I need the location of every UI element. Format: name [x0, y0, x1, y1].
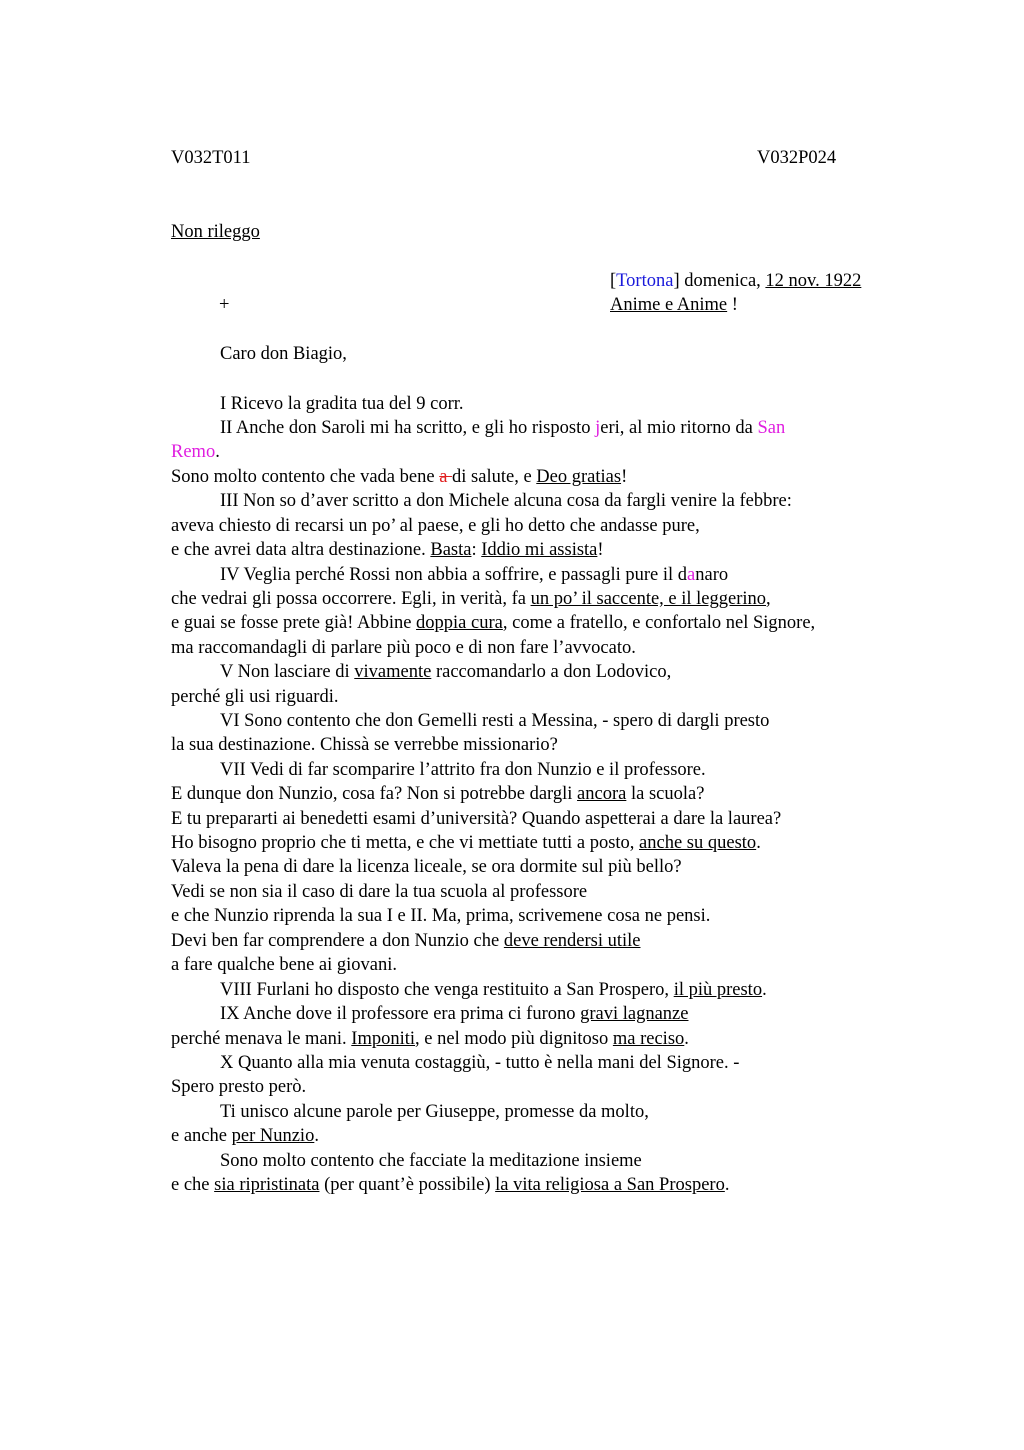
cross-symbol: + — [219, 295, 230, 315]
letter-date: 12 nov. 1922 — [765, 271, 862, 291]
body-line: VII Vedi di far scomparire l’attrito fra don Nunzio e il professore. — [220, 760, 706, 780]
motto-text: Anime e Anime — [610, 295, 728, 315]
body-line: E tu prepararti ai benedetti esami d’università? Quando aspetterai a dare la laurea? — [171, 809, 782, 829]
underlined-text: il più presto — [673, 980, 763, 1000]
text-span: naro — [695, 565, 729, 585]
body-line — [171, 929, 641, 953]
text-span: IV Veglia perché Rossi non abbia a soffrire, e passagli pure il d — [220, 565, 688, 585]
body-line — [171, 831, 761, 855]
body-line: Valeva la pena di dare la licenza liceale, se ora dormite sul più bello? — [171, 857, 682, 877]
text-span: e guai se fosse prete già! Abbine — [171, 613, 417, 633]
text-span: eri, al mio ritorno da — [600, 418, 758, 438]
place-name: Tortona — [616, 271, 674, 291]
underlined-text: ancora — [577, 784, 627, 804]
text-span: , e nel modo più dignitoso — [415, 1029, 613, 1049]
underlined-text: gravi lagnanze — [580, 1004, 689, 1024]
underlined-text: la vita religiosa a San Prospero — [495, 1175, 725, 1195]
dateline-rest: ] domenica, — [673, 271, 766, 291]
bracket-open: [ — [610, 271, 617, 291]
body-line — [171, 538, 604, 562]
dateline — [610, 269, 861, 293]
body-line: X Quanto alla mia venuta costaggiù, - tutto è nella mani del Signore. - — [220, 1053, 740, 1073]
document-code-left: V032T011 — [171, 148, 251, 168]
body-line — [171, 587, 771, 611]
body-line — [220, 978, 767, 1002]
text-span: , come a fratello, e confortalo nel Signore, — [502, 613, 816, 633]
text-span: la scuola? — [626, 784, 705, 804]
body-line: III Non so d’aver scritto a don Michele alcuna cosa da fargli venire la febbre: — [220, 491, 792, 511]
text-span: (per quant’è possibile) — [319, 1175, 496, 1195]
underlined-text: un po’ il saccente, e il leggerino — [530, 589, 767, 609]
text-span: Sono molto contento che vada bene — [171, 467, 440, 487]
text-span: V Non lasciare di — [220, 662, 355, 682]
underlined-text: sia ripristinata — [214, 1175, 320, 1195]
underlined-text: per Nunzio — [231, 1126, 315, 1146]
body-line — [171, 1027, 689, 1051]
underlined-text: doppia cura — [416, 613, 503, 633]
underlined-text: Iddio mi assista — [481, 540, 598, 560]
motto — [610, 293, 738, 317]
body-line — [171, 782, 704, 806]
body-line: I Ricevo la gradita tua del 9 corr. — [220, 394, 464, 414]
place-name-highlight: San — [757, 418, 786, 438]
body-line: VI Sono contento che don Gemelli resti a Messina, - spero di dargli presto — [220, 711, 770, 731]
body-line: Spero presto però. — [171, 1077, 307, 1097]
text-span: perché menava le mani. — [171, 1029, 352, 1049]
place-name-highlight: Remo — [171, 442, 216, 462]
body-line — [171, 1173, 729, 1197]
correction-letter: a — [687, 565, 696, 585]
body-line — [171, 611, 815, 635]
body-line: aveva chiesto di recarsi un po’ al paese, e gli ho detto che andasse pure, — [171, 516, 700, 536]
body-line — [171, 1124, 319, 1148]
motto-end: ! — [727, 295, 738, 315]
underlined-text: deve rendersi utile — [503, 931, 641, 951]
text-span: , — [766, 589, 771, 609]
document-code-right: V032P024 — [757, 148, 837, 168]
body-line — [220, 1002, 688, 1026]
text-span: di salute, e — [452, 467, 537, 487]
underlined-text: Deo gratias — [536, 467, 622, 487]
text-span: . — [314, 1126, 319, 1146]
text-span: ! — [597, 540, 604, 560]
correction-letter: j — [595, 418, 601, 438]
text-span: e che — [171, 1175, 215, 1195]
body-line: Vedi se non sia il caso di dare la tua scuola al professore — [171, 882, 588, 902]
text-span: E dunque don Nunzio, cosa fa? Non si potrebbe dargli — [171, 784, 578, 804]
text-span: e anche — [171, 1126, 232, 1146]
text-span: Devi ben far comprendere a don Nunzio che — [171, 931, 504, 951]
underlined-text: Imponiti — [351, 1029, 416, 1049]
text-span: IX Anche dove il professore era prima ci furono — [220, 1004, 581, 1024]
body-line: Ti unisco alcune parole per Giuseppe, promesse da molto, — [220, 1102, 649, 1122]
text-span: II Anche don Saroli mi ha scritto, e gli ho risposto — [220, 418, 596, 438]
text-span: . — [762, 980, 767, 1000]
body-line — [220, 563, 728, 587]
salutation: Caro don Biagio, — [220, 344, 347, 364]
body-line — [220, 660, 671, 684]
text-span: . — [215, 442, 220, 462]
text-span: che vedrai gli possa occorrere. Egli, in verità, fa — [171, 589, 531, 609]
underlined-text: ma reciso — [612, 1029, 685, 1049]
underlined-text: vivamente — [354, 662, 432, 682]
body-line — [220, 416, 785, 440]
body-line: a fare qualche bene ai giovani. — [171, 955, 397, 975]
body-line — [171, 440, 220, 464]
text-span: . — [684, 1029, 689, 1049]
struck-text: a — [439, 467, 453, 487]
text-span: e che avrei data altra destinazione. — [171, 540, 431, 560]
text-span: Ho bisogno proprio che ti metta, e che vi mettiate tutti a posto, — [171, 833, 640, 853]
body-line: Sono molto contento che facciate la meditazione insieme — [220, 1151, 642, 1171]
body-line: perché gli usi riguardi. — [171, 687, 339, 707]
body-line: e che Nunzio riprenda la sua I e II. Ma, prima, scrivemene cosa ne pensi. — [171, 906, 711, 926]
body-line — [171, 465, 627, 489]
underlined-text: Basta — [430, 540, 472, 560]
body-line: la sua destinazione. Chissà se verrebbe missionario? — [171, 735, 558, 755]
note-non-rileggo: Non rileggo — [171, 222, 260, 242]
text-span: . — [724, 1175, 730, 1195]
text-span: raccomandarlo a don Lodovico, — [431, 662, 672, 682]
underlined-text: anche su questo — [639, 833, 757, 853]
text-span: . — [756, 833, 761, 853]
text-span: ! — [621, 467, 628, 487]
text-span: VIII Furlani ho disposto che venga restituito a San Prospero, — [220, 980, 674, 1000]
body-line: ma raccomandagli di parlare più poco e di non fare l’avvocato. — [171, 638, 636, 658]
text-span: : — [471, 540, 482, 560]
